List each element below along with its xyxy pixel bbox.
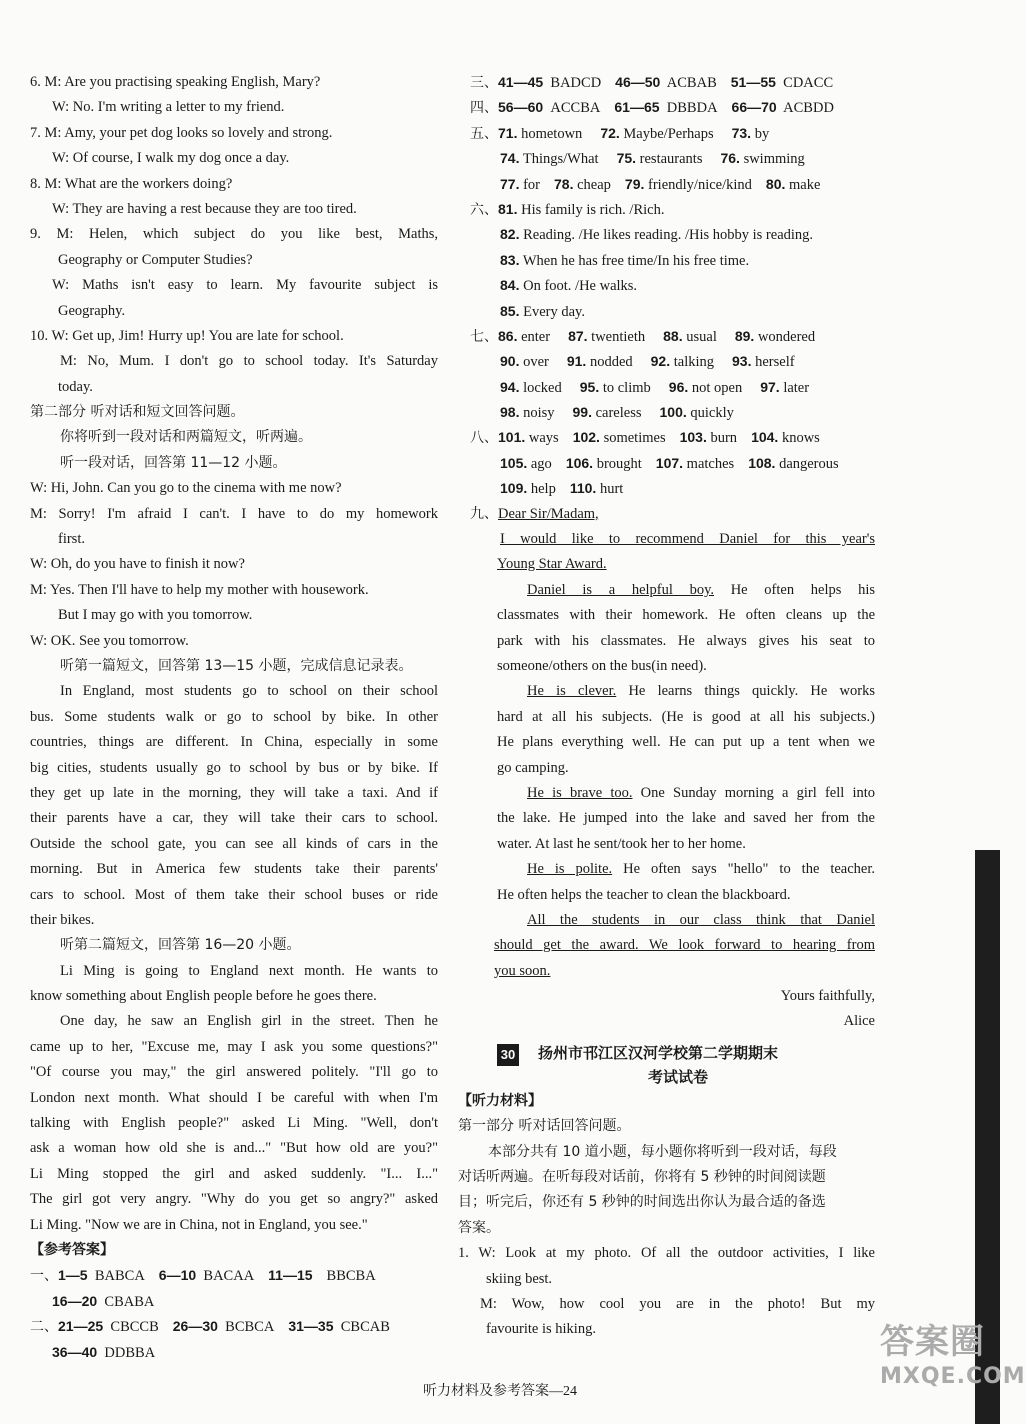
right-column — [458, 70, 876, 1343]
answer-value: CDACC — [783, 75, 834, 91]
answer-text: careless — [595, 405, 642, 422]
answer-row — [470, 172, 875, 197]
answer-row — [470, 375, 875, 400]
q-number: 82. — [500, 226, 520, 243]
answer-value: ACCBA — [550, 100, 601, 117]
section-label: 九、 — [470, 505, 498, 522]
answer-text: On foot. /He walks. — [523, 278, 638, 295]
q-number: 81. — [498, 200, 518, 217]
text-line: today. — [58, 378, 93, 395]
text-line: W: No. I'm writing a letter to my friend. — [52, 99, 285, 116]
q-number: 99. — [572, 404, 592, 421]
q-number: 105. — [500, 454, 528, 471]
text-line: bus. Some students walk or go to school by bike. In other — [30, 708, 438, 725]
text-line: 7. M: Amy, your pet dog looks so lovely and strong. — [30, 124, 333, 141]
answer-row — [470, 197, 875, 222]
q-number: 95. — [579, 378, 600, 395]
answer-row — [470, 121, 875, 146]
letter-line: He often helps the teacher to clean the blackboard. — [497, 886, 791, 903]
q-number: 77. — [500, 175, 520, 192]
answer-row — [30, 1314, 438, 1339]
letter-line: classmates with their homework. He often cleans up the — [497, 607, 875, 624]
letter-line: should get the award. We look forward to hearing from — [494, 937, 875, 954]
answer-range: 1—5 — [58, 1267, 88, 1284]
answer-text: hurt — [599, 481, 624, 498]
q-number: 101. — [498, 429, 526, 446]
answer-range: 21—25 — [58, 1318, 104, 1335]
letter-line: Young Star Award. — [497, 556, 607, 573]
q-number: 104. — [751, 429, 779, 446]
answer-text: ago — [530, 455, 552, 472]
q-number: 78. — [554, 175, 574, 192]
text-line: M: Wow, how cool you are in the photo! But my — [480, 1295, 875, 1312]
q-number: 94. — [500, 378, 520, 395]
answer-range: 6—10 — [158, 1267, 197, 1284]
letter-text: One Sunday morning a girl fell into — [640, 784, 876, 801]
text-line: The girl got very angry. "Why do you get so angry?" asked — [30, 1191, 438, 1208]
text-line: 10. W: Get up, Jim! Hurry up! You are late for school. — [30, 327, 344, 344]
answer-text: nodded — [589, 354, 633, 371]
answer-row — [470, 476, 875, 501]
answer-range: 26—30 — [172, 1318, 218, 1335]
answer-text: burn — [710, 430, 738, 447]
answer-row — [470, 349, 875, 374]
q-number: 79. — [624, 175, 645, 192]
text-line: 6. M: Are you practising speaking English, Mary? — [30, 74, 321, 90]
instruction: 听第一篇短文，回答第 13—15 小题，完成信息记录表。 — [60, 657, 413, 674]
answer-text: hometown — [521, 125, 583, 142]
answer-range: 46—50 — [615, 74, 661, 90]
answer-row — [30, 1289, 438, 1314]
answer-text: quickly — [690, 405, 734, 422]
watermark-url: MXQE.COM — [880, 1364, 1026, 1389]
q-number: 103. — [679, 429, 707, 446]
letter-text: He learns things quickly. He works — [628, 683, 875, 700]
answer-row — [470, 299, 875, 324]
answer-text: sometimes — [603, 430, 666, 447]
answer-value: CBCAB — [340, 1319, 390, 1336]
exam-title-line2: 考试试卷 — [648, 1067, 709, 1086]
text-line: But I may go with you tomorrow. — [58, 607, 253, 624]
text-line: 8. M: What are the workers doing? — [30, 175, 233, 192]
answer-text: noisy — [523, 405, 555, 422]
exam-title-line1: 扬州市邗江区汉河学校第二学期期末 — [538, 1043, 779, 1062]
answer-row — [30, 1263, 438, 1288]
text-line: skiing best. — [486, 1270, 553, 1287]
instruction: 目；听完后，你还有 5 秒钟的时间选出你认为最合适的备选 — [458, 1194, 826, 1211]
text-line: 9. M: Helen, which subject do you like best, Maths, — [30, 226, 438, 243]
answer-value: CBABA — [104, 1293, 155, 1310]
letter-line: water. At last he sent/took her to her home. — [497, 835, 746, 852]
text-line: M: Sorry! I'm afraid I can't. I have to do my homework — [30, 505, 438, 522]
answer-range: 31—35 — [288, 1318, 334, 1335]
answer-text: locked — [523, 379, 562, 396]
answer-text: enter — [521, 328, 551, 345]
text-line: Geography or Computer Studies? — [58, 251, 253, 268]
text-line: W: Of course, I walk my dog once a day. — [52, 150, 290, 167]
letter-line: All the students in our class think that Daniel — [527, 911, 875, 928]
answer-text: help — [530, 481, 556, 498]
q-number: 86. — [498, 327, 518, 344]
q-number: 74. — [500, 150, 520, 167]
letter-line: He plans everything well. He can put up a tent when we — [497, 734, 875, 751]
text-line: Li Ming stopped the girl and asked suddenly. "I... I..." — [30, 1165, 438, 1182]
q-number: 107. — [655, 454, 684, 471]
answer-value: ACBDD — [783, 100, 834, 117]
exam-number-badge: 30 — [497, 1044, 519, 1066]
watermark-text: 答案圈 — [880, 1322, 985, 1362]
answer-row — [470, 400, 875, 425]
text-line: Geography. — [58, 302, 126, 319]
text-line: W: Hi, John. Can you go to the cinema with me now? — [30, 480, 342, 497]
answer-range: 61—65 — [614, 99, 660, 116]
left-column — [30, 70, 438, 1365]
answer-text: restaurants — [639, 151, 703, 168]
q-number: 76. — [720, 150, 740, 167]
text-line: first. — [58, 531, 85, 548]
q-number: 92. — [650, 353, 671, 370]
topic-sentence: He is polite. — [527, 861, 613, 878]
letter-line — [470, 781, 875, 806]
text-line: W: OK. See you tomorrow. — [30, 632, 189, 649]
section-label: 五、 — [470, 125, 498, 142]
text-line: M: No, Mum. I don't go to school today. It's Saturday — [60, 353, 438, 370]
instruction: 你将听到一段对话和两篇短文，听两遍。 — [60, 429, 312, 446]
answer-value: BCBCA — [225, 1319, 275, 1336]
text-line: countries, things are different. In China, especially in some — [30, 734, 438, 751]
q-number: 87. — [568, 327, 588, 344]
answer-row — [470, 70, 875, 95]
q-number: 89. — [734, 327, 755, 344]
text-line: morning. But in America few students take their parents' — [30, 861, 438, 878]
letter-line: I would like to recommend Daniel for this year's — [500, 531, 875, 548]
text-line: Outside the school gate, you can see all kinds of cars in the — [30, 835, 438, 852]
answer-value: DDBBA — [104, 1344, 156, 1361]
page-footer: 听力材料及参考答案—24 — [423, 1384, 577, 1399]
letter-line: park with his classmates. He always gives his seat to — [497, 632, 875, 649]
q-number: 83. — [500, 251, 520, 268]
answer-text: by — [754, 125, 770, 142]
answer-value: ACBAB — [666, 75, 717, 91]
answer-row — [30, 1340, 438, 1365]
q-number: 98. — [500, 404, 520, 421]
text-line: W: They are having a rest because they are too tired. — [52, 200, 357, 217]
answer-value: BABCA — [94, 1268, 145, 1285]
letter-greeting-row — [470, 502, 875, 527]
answer-text: usual — [686, 328, 717, 345]
answer-value: BADCD — [550, 75, 602, 91]
answer-range: 11—15 — [268, 1267, 313, 1284]
answer-text: cheap — [577, 176, 611, 193]
q-number: 110. — [569, 480, 597, 497]
answer-text: for — [523, 176, 541, 193]
instruction: 本部分共有 10 道小题，每小题你将听到一段对话，每段 — [488, 1143, 837, 1160]
text-line: M: Yes. Then I'll have to help my mother with housework. — [30, 581, 369, 598]
answer-text: When he has free time/In his free time. — [522, 252, 750, 269]
letter-line: go camping. — [497, 759, 569, 776]
answer-text: Every day. — [523, 303, 585, 320]
answer-value: BBCBA — [326, 1268, 376, 1285]
instruction: 答案。 — [458, 1219, 500, 1236]
part-heading: 第一部分 听对话回答问题。 — [458, 1118, 631, 1135]
text-line: ask a woman how old she is and..." "But how old are you?" — [30, 1140, 438, 1157]
answer-text: brought — [596, 455, 642, 472]
answer-row — [470, 324, 875, 349]
exam-title — [470, 1039, 875, 1089]
text-line: 1. W: Look at my photo. Of all the outdoor activities, I like — [458, 1245, 875, 1262]
q-number: 102. — [572, 429, 600, 446]
section-label: 六、 — [470, 201, 498, 218]
topic-sentence: Daniel is a helpful boy. — [527, 581, 715, 598]
text-line: their bikes. — [30, 911, 95, 928]
letter-signature: Alice — [843, 1013, 875, 1030]
text-line: favourite is hiking. — [486, 1321, 596, 1338]
answer-row — [470, 273, 875, 298]
answer-text: to climb — [602, 379, 651, 396]
text-line: they get up late in the morning, they will take a taxi. And if — [30, 784, 438, 801]
letter-text: He often says "hello" to the teacher. — [623, 861, 876, 878]
answer-range: 36—40 — [52, 1343, 98, 1360]
section-label: 一、 — [30, 1268, 58, 1285]
q-number: 85. — [500, 302, 520, 319]
answer-range: 51—55 — [730, 74, 776, 90]
answer-range: 56—60 — [498, 99, 544, 116]
letter-line — [470, 857, 875, 882]
answer-text: Things/What — [522, 151, 599, 168]
letter-line: you soon. — [494, 962, 551, 979]
section-label: 七、 — [470, 328, 498, 345]
q-number: 88. — [663, 327, 683, 344]
letter-text: He often helps his — [730, 581, 875, 598]
text-line: W: Oh, do you have to finish it now? — [30, 556, 245, 573]
text-line: cars to school. Most of them take their school buses or ride — [30, 886, 438, 903]
q-number: 71. — [498, 124, 518, 141]
answer-text: make — [789, 176, 821, 193]
q-number: 84. — [500, 277, 520, 294]
text-line: In England, most students go to school on their school — [60, 683, 438, 700]
section-label: 八、 — [470, 430, 498, 447]
answer-range: 16—20 — [52, 1292, 98, 1309]
watermark-logo — [880, 1320, 1026, 1415]
answer-text: friendly/nice/kind — [648, 176, 752, 193]
letter-line: someone/others on the bus(in need). — [497, 657, 707, 674]
answer-row — [470, 222, 875, 247]
answer-text: ways — [528, 430, 559, 447]
answer-row — [470, 95, 875, 120]
answer-text: over — [523, 354, 549, 371]
answer-row — [470, 248, 875, 273]
section-label: 二、 — [30, 1319, 58, 1336]
answer-key-heading: 【参考答案】 — [30, 1241, 114, 1258]
q-number: 90. — [500, 353, 520, 370]
instruction: 听第二篇短文，回答第 16—20 小题。 — [60, 937, 301, 954]
answer-text: swimming — [743, 151, 805, 168]
instruction: 对话听两遍。在听每段对话前，你将有 5 秒钟的时间阅读题 — [458, 1169, 826, 1186]
q-number: 108. — [748, 454, 776, 471]
answer-text: His family is rich. /Rich. — [521, 201, 665, 218]
answer-text: matches — [686, 455, 735, 472]
answer-value: BACAA — [203, 1268, 255, 1285]
answer-value: DBBDA — [666, 100, 718, 117]
q-number: 106. — [565, 454, 594, 471]
text-line: London next month. What should I be careful with when I'm — [30, 1089, 438, 1106]
answer-value: CBCCB — [110, 1319, 159, 1336]
answer-text: talking — [673, 354, 715, 371]
answer-text: Maybe/Perhaps — [623, 125, 714, 142]
text-line: W: Maths isn't easy to learn. My favourite subject is — [52, 277, 438, 294]
text-line: came up to her, "Excuse me, may I ask you some questions?" — [30, 1038, 438, 1055]
answer-text: later — [783, 379, 810, 396]
q-number: 93. — [732, 353, 752, 370]
q-number: 91. — [566, 353, 587, 370]
text-line: their parents have a car, they will take their cars to school. — [30, 810, 438, 827]
text-line: "Of course you may," the girl answered politely. "I'll go to — [30, 1064, 438, 1081]
text-line: talking with English people?" asked Li Ming. "Well, don't — [30, 1115, 438, 1132]
section-label: 三、 — [470, 75, 498, 91]
answer-text: twentieth — [591, 328, 646, 345]
answer-text: knows — [781, 430, 820, 447]
answer-text: Reading. /He likes reading. /His hobby is reading. — [523, 227, 814, 244]
answer-range: 66—70 — [731, 99, 777, 116]
topic-sentence: He is clever. — [527, 683, 617, 700]
letter-line — [470, 679, 875, 704]
text-line: Li Ming. "Now we are in China, not in England, you see." — [30, 1216, 368, 1233]
q-number: 72. — [600, 124, 620, 141]
text-line: One day, he saw an English girl in the street. Then he — [60, 1013, 438, 1030]
letter-closing: Yours faithfully, — [780, 988, 875, 1005]
answer-range: 41—45 — [498, 74, 544, 90]
letter-greeting: Dear Sir/Madam, — [498, 505, 599, 522]
letter-line: the lake. He jumped into the lake and saved her from the — [497, 810, 875, 827]
answer-row — [470, 425, 875, 450]
section-label: 四、 — [470, 100, 498, 117]
letter-line — [470, 578, 875, 603]
answer-row — [470, 146, 875, 171]
answer-text: herself — [755, 354, 795, 371]
q-number: 80. — [765, 175, 786, 192]
q-number: 100. — [659, 404, 687, 421]
q-number: 75. — [616, 150, 637, 167]
answer-text: dangerous — [779, 455, 839, 472]
text-line: know something about English people before he goes there. — [30, 988, 377, 1005]
answer-text: not open — [691, 379, 743, 396]
q-number: 73. — [731, 124, 752, 141]
q-number: 97. — [760, 378, 780, 395]
text-line: big cities, students usually go to school by bus or by bike. If — [30, 759, 438, 776]
section-heading: 【听力材料】 — [458, 1092, 542, 1109]
section-heading: 第二部分 听对话和短文回答问题。 — [30, 404, 245, 421]
q-number: 96. — [668, 378, 689, 395]
letter-line: hard at all his subjects. (He is good at all his subjects.) — [497, 708, 875, 725]
answer-row — [470, 451, 875, 476]
q-number: 109. — [500, 480, 528, 497]
answer-text: wondered — [757, 328, 816, 345]
topic-sentence: He is brave too. — [527, 784, 633, 801]
text-line: Li Ming is going to England next month. He wants to — [60, 962, 438, 979]
instruction: 听一段对话，回答第 11—12 小题。 — [60, 454, 287, 471]
